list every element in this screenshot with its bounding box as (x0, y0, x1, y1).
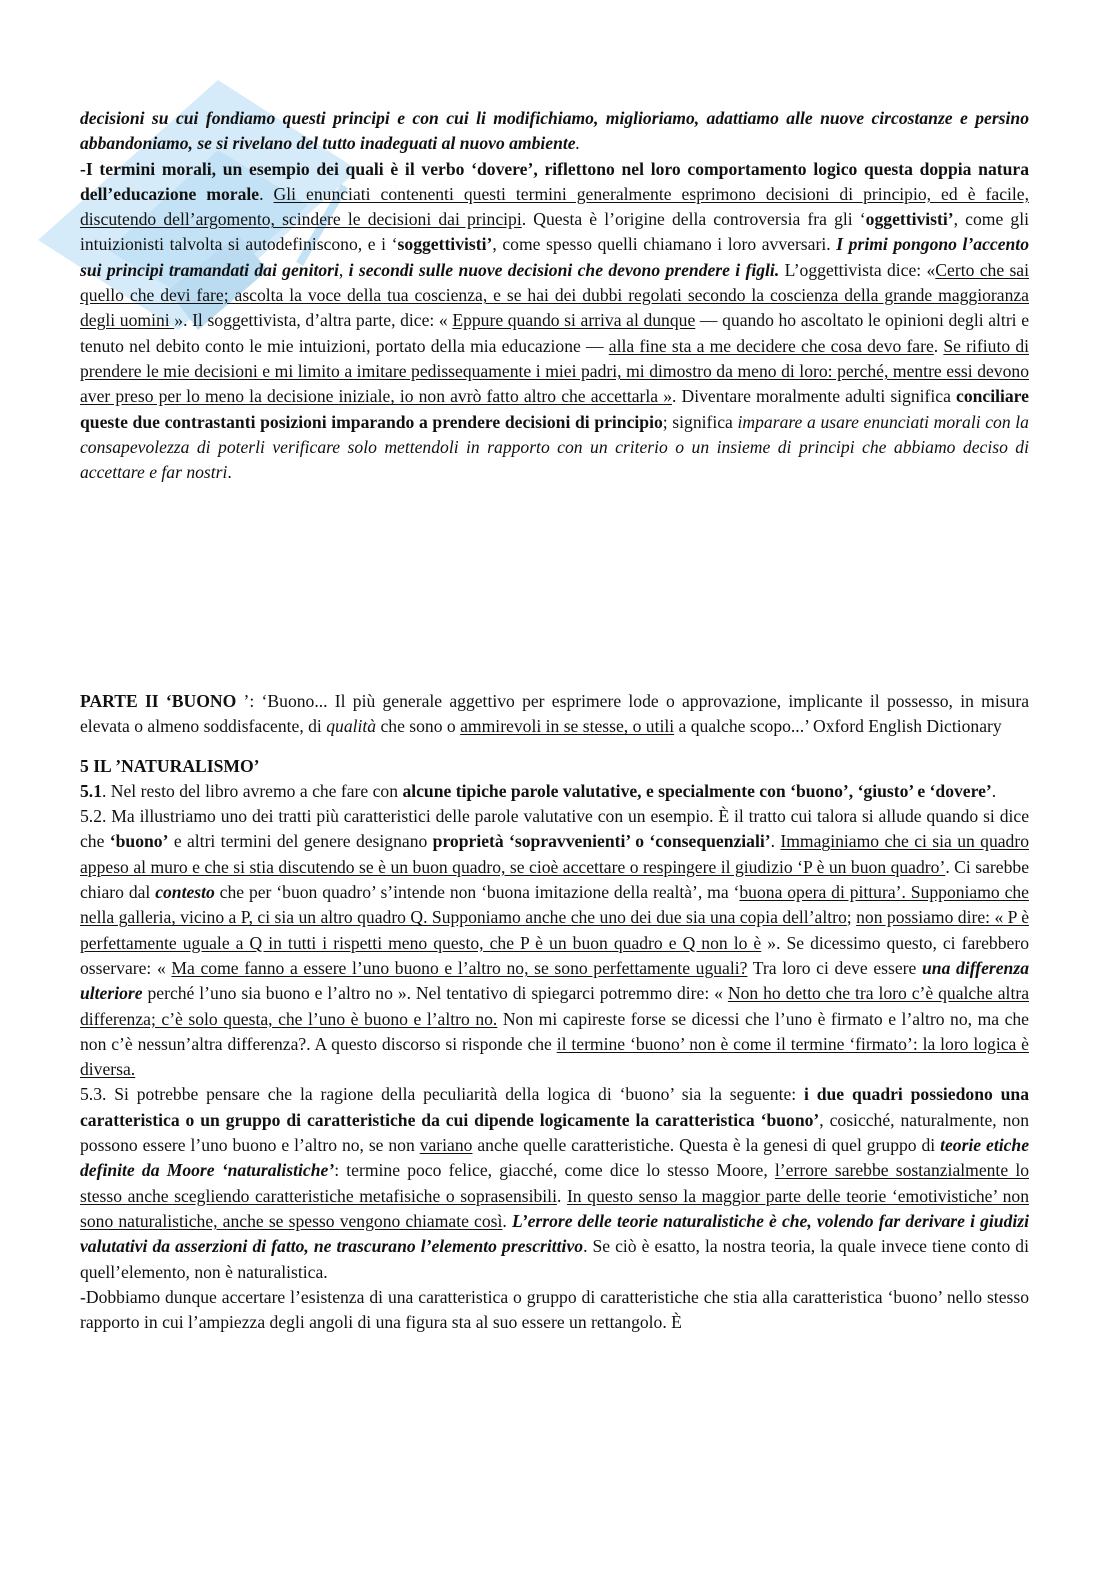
text-block-top (80, 106, 1029, 485)
paragraph-decisioni: decisioni su cui fondiamo questi principi e con cui li modifichiamo, miglioriamo, adattiamo alle nuove circostanze e persino abbandoniamo, se si rivelano del tutto inadeguati al nuovo ambiente. (80, 108, 1029, 154)
section-heading-naturalismo: 5 IL ’NATURALISMO’ (80, 755, 260, 776)
paragraph-rettangolo: -Dobbiamo dunque accertare l’esistenza di una caratteristica o gruppo di caratteristiche che stia alla caratteristica ‘buono’ nello stesso rapporto in cui l’ampiezza degli angoli di una figura sta al suo essere un rettangolo. È (80, 1286, 1029, 1333)
parte-ii-definition: PARTE II ‘BUONO ’: ‘Buono... Il più generale aggettivo per esprimere lode o approvazione, implicante il possesso, in misura elevata o almeno soddisfacente, di qualità che sono o ammirevoli in se stesse, o utili a qualche scopo...’ Oxford English Dictionary (80, 691, 1030, 737)
text-block-bottom (80, 689, 1029, 1335)
paragraph-5-2: 5.2. Ma illustriamo uno dei tratti più caratteristici delle parole valutative con un esempio. È il tratto cui talora si allude quando si dice che ‘buono’ e altri termini del genere designano proprietà ‘sopravvenienti’ o ‘consequenziali’. Immaginiamo che ci sia un quadro appeso al muro e che si stia discutendo se è un buon quadro, se cioè accettare o respingere il giudizio ‘P è un buon quadro’. Ci sarebbe chiaro dal contesto che per ‘buon quadro’ s’intende non ‘buona imitazione della realtà’, ma ‘buona opera di pittura’. Supponiamo che nella galleria, vicino a P, ci sia un altro quadro Q. Supponiamo anche che uno dei due sia una copia dell’altro; non possiamo dire: « P è perfettamente uguale a Q in tutti i rispetti meno questo, che P è un buon quadro e Q non lo è ». Se dicessimo questo, ci farebbero osservare: « Ma come fanno a essere l’uno buono e l’altro no, se sono perfettamente uguali? Tra loro ci deve essere una differenza ulteriore perché l’uno sia buono e l’altro no ». Nel tentativo di spiegarci potremmo dire: « Non ho detto che tra loro c’è qualche altra differenza; c’è solo questa, che l’uno è buono e l’altro no. Non mi capireste forse se dicessi che l’uno è firmato e l’altro no, ma che non c’è nessun’altra differenza?. A questo discorso si risponde che il termine ‘buono’ non è come il termine ‘firmato’: la loro logica è diversa. (80, 806, 1030, 1080)
paragraph-termini-morali: -I termini morali, un esempio dei quali è il verbo ‘dovere’, riflettono nel loro comportamento logico questa doppia natura dell’educazione morale. Gli enunciati contenenti questi termini generalmente esprimono decisioni di principio, ed è facile, discutendo dell’argomento, scindere le decisioni dai principi. Questa è l’origine della controversia fra gli ‘oggettivisti’, come gli intuizionisti talvolta si autodefiniscono, e i ‘soggettivisti’, come spesso quelli chiamano i loro avversari. I primi pongono l’accento sui principi tramandati dai genitori, i secondi sulle nuove decisioni che devono prendere i figli. L’oggettivista dice: «Certo che sai quello che devi fare; ascolta la voce della tua coscienza, e se hai dei dubbi regolati secondo la coscienza della grande maggioranza degli uomini ». Il soggettivista, d’altra parte, dice: « Eppure quando si arriva al dunque — quando ho ascoltato le opinioni degli altri e tenuto nel debito conto le mie intuizioni, portato della mia educazione — alla fine sta a me decidere che cosa devo fare. Se rifiuto di prendere le mie decisioni e mi limito a imitare pedissequamente i miei padri, mi dimostro da meno di loro: perché, mentre essi devono aver preso per lo meno la decisione iniziale, io non avrò fatto altro che accettarla ». Diventare moralmente adulti significa conciliare queste due contrastanti posizioni imparando a prendere decisioni di principio; significa imparare a usare enunciati morali con la consapevolezza di poterli verificare solo mettendoli in rapporto con un criterio o un insieme di principi che abbiamo deciso di accettare e far nostri. (80, 158, 1030, 483)
paragraph-5-3: 5.3. Si potrebbe pensare che la ragione della peculiarità della logica di ‘buono’ sia la seguente: i due quadri possiedono una caratteristica o un gruppo di caratteristiche da cui dipende logicamente la caratteristica ‘buono’, cosicché, naturalmente, non possono essere l’uno buono e l’altro no, se non variano anche quelle caratteristiche. Questa è la genesi di quel gruppo di teorie etiche definite da Moore ‘naturalistiche’: termine poco felice, giacché, come dice lo stesso Moore, l’errore sarebbe sostanzialmente lo stesso anche scegliendo caratteristiche metafisiche o soprasensibili. In questo senso la maggior parte delle teorie ‘emotivistiche’ non sono naturalistiche, anche se spesso vengono chiamate così. L’errore delle teorie naturalistiche è che, volendo far derivare i giudizi valutativi da asserzioni di fatto, ne trascurano l’elemento prescrittivo. Se ciò è esatto, la nostra teoria, la quale invece tiene conto di quell’elemento, non è naturalistica. (80, 1084, 1030, 1282)
paragraph-5-1: 5.1. Nel resto del libro avremo a che fare con alcune tipiche parole valutative, e specialmente con ‘buono’, ‘giusto’ e ‘dovere’. (80, 780, 997, 801)
